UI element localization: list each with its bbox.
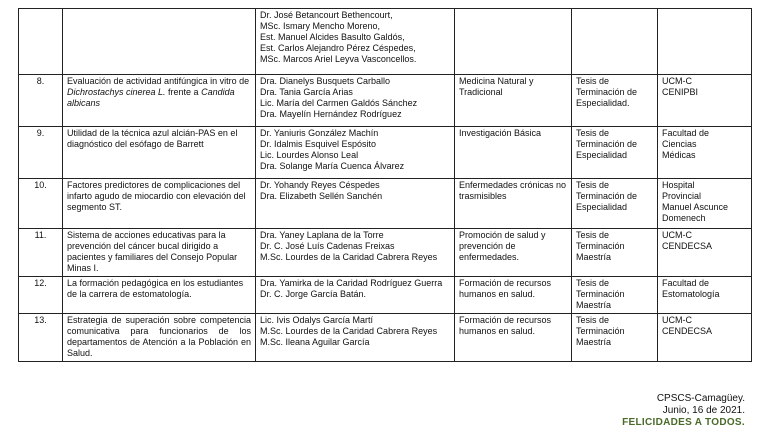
institution-line: Manuel Ascunce xyxy=(662,202,729,212)
author-name: Lic. Ivis Odalys García Martí xyxy=(260,315,374,325)
author-name: Lic. María del Carmen Galdós Sánchez xyxy=(260,98,418,108)
authors-cell xyxy=(256,314,455,362)
institution-line: UCM-C xyxy=(662,315,692,325)
authors-cell xyxy=(256,229,455,277)
author-name: Dra. Yamirka de la Caridad Rodríguez Guerra xyxy=(260,278,443,288)
author-name: Dra. Tania García Arias xyxy=(260,87,353,97)
institution xyxy=(658,75,752,127)
research-area xyxy=(455,127,572,179)
thesis-type xyxy=(572,127,658,179)
institution xyxy=(658,9,752,75)
research-area xyxy=(455,179,572,229)
title-segment: Estrategia de superación sobre competencia comunicativa para funcionarios de los departamentos de Atención a la Población en Salud. xyxy=(67,315,251,358)
authors-cell xyxy=(256,277,455,314)
thesis-type-line: Tesis de xyxy=(576,230,610,240)
title-italic-segment: Dichrostachys cinerea L. xyxy=(67,87,166,97)
thesis-type-line: Especialidad xyxy=(576,202,628,212)
research-title xyxy=(63,277,256,314)
institution xyxy=(658,229,752,277)
thesis-type xyxy=(572,229,658,277)
institution xyxy=(658,127,752,179)
institution-line: UCM-C xyxy=(662,76,692,86)
author-name: M.Sc. Lourdes de la Caridad Cabrera Reyes xyxy=(260,326,438,336)
thesis-type-line: Terminación de xyxy=(576,191,638,201)
research-title xyxy=(63,314,256,362)
author-name: Dra. Solange María Cuenca Álvarez xyxy=(260,161,405,171)
research-title xyxy=(63,229,256,277)
research-title xyxy=(63,127,256,179)
author-name: Dr. C. José Luís Cadenas Freixas xyxy=(260,241,395,251)
author-name: M.Sc. Ileana Aguilar García xyxy=(260,337,370,347)
author-name: Dr. Yohandy Reyes Céspedes xyxy=(260,180,380,190)
footer xyxy=(622,393,745,429)
institution-line: Médicas xyxy=(662,150,696,160)
title-segment: Evaluación de actividad antifúngica in vitro de xyxy=(67,76,250,86)
area-text: Investigación Básica xyxy=(459,128,542,138)
thesis-type-line: Tesis de xyxy=(576,128,610,138)
institution-line: UCM-C xyxy=(662,230,692,240)
title-segment: Utilidad de la técnica azul alcián-PAS en el diagnóstico del esófago de Barrett xyxy=(67,128,238,149)
institution-line: Provincial xyxy=(662,191,702,201)
title-segment: La formación pedagógica en los estudiantes de la carrera de estomatología. xyxy=(67,278,244,299)
title-segment: frente a xyxy=(165,87,202,97)
authors-cell xyxy=(256,9,455,75)
title-italic-segment: Candida albicans xyxy=(67,87,235,108)
institution-line: Facultad de xyxy=(662,128,710,138)
row-number: 9. xyxy=(19,127,63,179)
row-number xyxy=(19,9,63,75)
institution-line: Facultad de xyxy=(662,278,710,288)
thesis-type-line: Terminación de xyxy=(576,139,638,149)
thesis-type-line: Terminación de xyxy=(576,87,638,97)
table-row xyxy=(19,277,752,314)
author-name: Dr. José Betancourt Bethencourt, xyxy=(260,10,393,20)
table-row xyxy=(19,179,752,229)
author-name: Dra. Mayelín Hernández Rodríguez xyxy=(260,109,402,119)
research-area xyxy=(455,314,572,362)
author-name: Dra. Elizabeth Sellén Sanchén xyxy=(260,191,383,201)
institution-line: CENIPBI xyxy=(662,87,699,97)
author-name: Dra. Yaney Laplana de la Torre xyxy=(260,230,384,240)
thesis-type xyxy=(572,314,658,362)
thesis-type-line: Maestría xyxy=(576,300,612,310)
table-row xyxy=(19,9,752,75)
author-name: Dra. Dianelys Busquets Carballo xyxy=(260,76,391,86)
research-area xyxy=(455,75,572,127)
author-name: Dr. Idalmis Esquivel Espósito xyxy=(260,139,377,149)
institution-line: Hospital xyxy=(662,180,695,190)
author-name: MSc. Ismary Mencho Moreno, xyxy=(260,21,381,31)
footer-greeting: FELICIDADES A TODOS. xyxy=(622,417,745,428)
row-number: 8. xyxy=(19,75,63,127)
research-area xyxy=(455,9,572,75)
area-text: Formación de recursos humanos en salud. xyxy=(459,278,552,299)
institution xyxy=(658,179,752,229)
research-area xyxy=(455,229,572,277)
footer-date: Junio, 16 de 2021. xyxy=(662,405,745,416)
table-body xyxy=(19,9,752,362)
institution-line: Domenech xyxy=(662,213,706,223)
row-number: 13. xyxy=(19,314,63,362)
institution-line: CENDECSA xyxy=(662,241,713,251)
authors-cell xyxy=(256,179,455,229)
thesis-type xyxy=(572,75,658,127)
thesis-type-line: Tesis de xyxy=(576,76,610,86)
thesis-type-line: Tesis de xyxy=(576,278,610,288)
area-text: Formación de recursos humanos en salud. xyxy=(459,315,552,336)
table-row xyxy=(19,229,752,277)
thesis-type-line: Tesis de xyxy=(576,180,610,190)
table-row xyxy=(19,314,752,362)
institution-line: Ciencias xyxy=(662,139,697,149)
footer-city: CPSCS-Camagüey. xyxy=(656,393,745,404)
author-name: Dr. Yaniuris González Machín xyxy=(260,128,379,138)
thesis-type xyxy=(572,277,658,314)
thesis-type xyxy=(572,9,658,75)
thesis-type-line: Maestría xyxy=(576,337,612,347)
author-name: Lic. Lourdes Alonso Leal xyxy=(260,150,359,160)
thesis-type-line: Terminación xyxy=(576,241,625,251)
research-title xyxy=(63,179,256,229)
thesis-type-line: Terminación xyxy=(576,326,625,336)
area-text: Promoción de salud y prevención de enfermedades. xyxy=(459,230,546,262)
author-name: Est. Manuel Alcides Basulto Galdós, xyxy=(260,32,405,42)
authors-cell xyxy=(256,75,455,127)
author-name: M.Sc. Lourdes de la Caridad Cabrera Reyes xyxy=(260,252,438,262)
research-title xyxy=(63,75,256,127)
row-number: 12. xyxy=(19,277,63,314)
row-number: 10. xyxy=(19,179,63,229)
author-name: Dr. C. Jorge García Batán. xyxy=(260,289,367,299)
author-name: MSc. Marcos Ariel Leyva Vasconcellos. xyxy=(260,54,417,64)
authors-cell xyxy=(256,127,455,179)
research-area xyxy=(455,277,572,314)
area-text: Medicina Natural y Tradicional xyxy=(459,76,534,97)
table-row xyxy=(19,127,752,179)
thesis-type-line: Maestría xyxy=(576,252,612,262)
row-number: 11. xyxy=(19,229,63,277)
research-table xyxy=(18,8,752,362)
table-row xyxy=(19,75,752,127)
research-title xyxy=(63,9,256,75)
thesis-type-line: Terminación xyxy=(576,289,625,299)
title-segment: Sistema de acciones educativas para la prevención del cáncer bucal dirigido a pacientes y familiares del Consejo Popular Minas I. xyxy=(67,230,238,273)
institution xyxy=(658,277,752,314)
institution xyxy=(658,314,752,362)
institution-line: CENDECSA xyxy=(662,326,713,336)
thesis-type-line: Especialidad. xyxy=(576,98,630,108)
thesis-type-line: Especialidad xyxy=(576,150,628,160)
thesis-type-line: Tesis de xyxy=(576,315,610,325)
title-segment: Factores predictores de complicaciones del infarto agudo de miocardio con elevación del segmento ST. xyxy=(67,180,246,212)
thesis-type xyxy=(572,179,658,229)
author-name: Est. Carlos Alejandro Pérez Céspedes, xyxy=(260,43,416,53)
area-text: Enfermedades crónicas no trasmisibles xyxy=(459,180,567,201)
institution-line: Estomatología xyxy=(662,289,720,299)
